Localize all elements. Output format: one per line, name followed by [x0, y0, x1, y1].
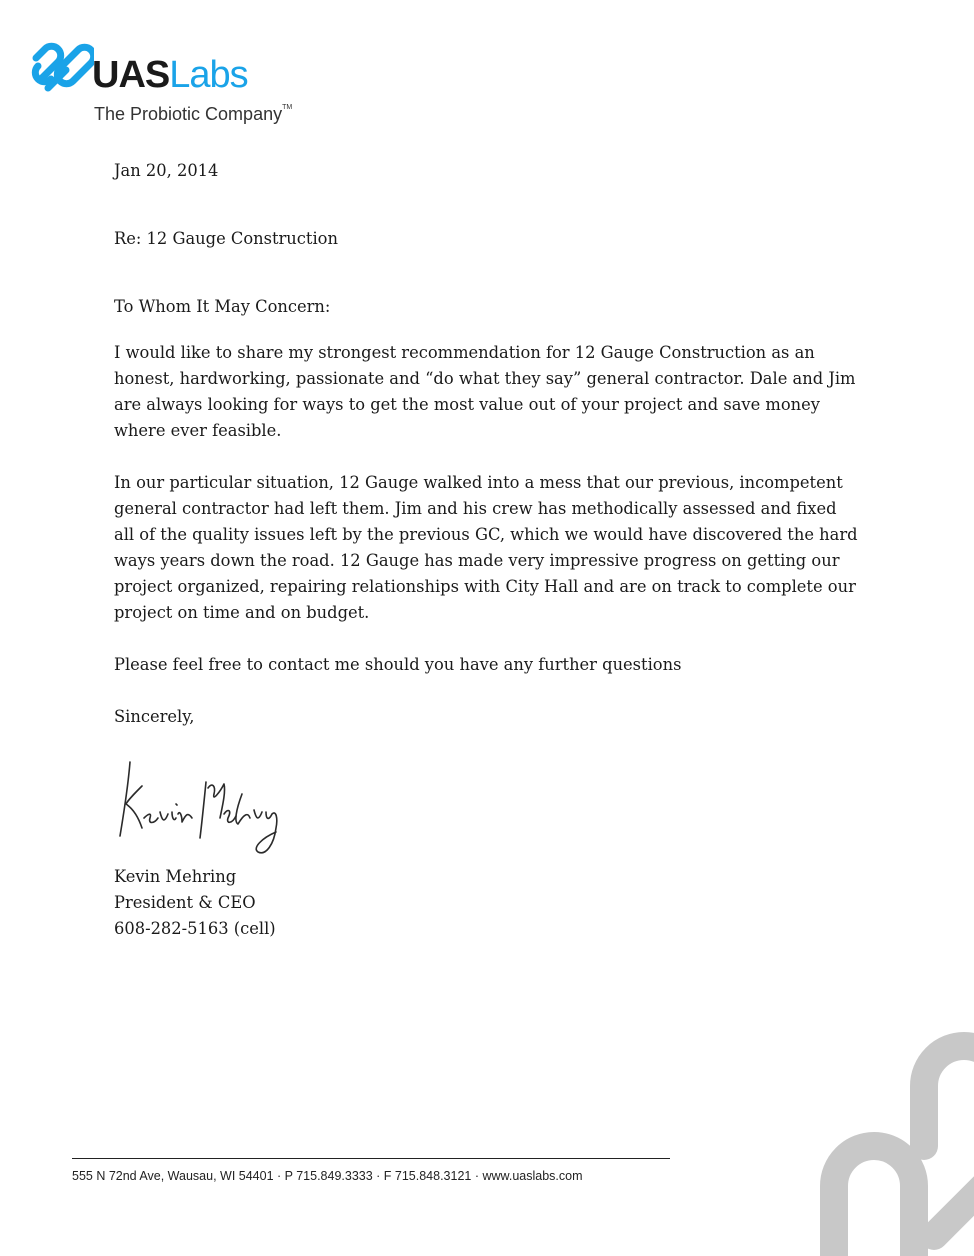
- signer-name: Kevin Mehring: [114, 867, 237, 886]
- letter-paragraph: In our particular situation, 12 Gauge walked into a mess that our previous, incompetent general contractor had left them. Jim and his crew has methodically assessed and fixed all of the quality issues left by the previous GC, which we would have discovered the hard ways years down the road. 12 Gauge has made very impressive progress on getting our project organized, repairing relationships with City Hall and are on track to complete our project on time and on budget.: [114, 473, 858, 622]
- letter-paragraph: I would like to share my strongest recommendation for 12 Gauge Construction as an honest, hardworking, passionate and “do what they say” general contractor. Dale and Jim are always looking for ways to get the most value out of your project and save money where ever feasible.: [114, 343, 856, 440]
- signer-phone: 608-282-5163 (cell): [114, 919, 276, 938]
- logo-watermark-icon: [774, 1026, 974, 1256]
- handwritten-signature: [116, 752, 316, 862]
- uas-logo-mark-icon: [30, 38, 94, 98]
- letter-salutation: To Whom It May Concern:: [114, 297, 331, 316]
- brand-name: UASLabs: [92, 54, 248, 96]
- footer-address: 555 N 72nd Ave, Wausau, WI 54401 · P 715.849.3333 · F 715.848.3121 · www.uaslabs.com: [72, 1169, 583, 1183]
- letter-paragraph: Please feel free to contact me should you have any further questions: [114, 655, 682, 674]
- brand-tagline: The Probiotic Company™: [94, 104, 293, 124]
- signer-block: [114, 864, 276, 942]
- letter-closing: Sincerely,: [114, 707, 195, 726]
- letter-body: [114, 158, 859, 730]
- letter-date: Jan 20, 2014: [114, 161, 219, 180]
- footer-divider: [72, 1158, 670, 1159]
- letter-subject: Re: 12 Gauge Construction: [114, 229, 338, 248]
- signer-title: President & CEO: [114, 893, 256, 912]
- letterhead-logo: [30, 36, 330, 136]
